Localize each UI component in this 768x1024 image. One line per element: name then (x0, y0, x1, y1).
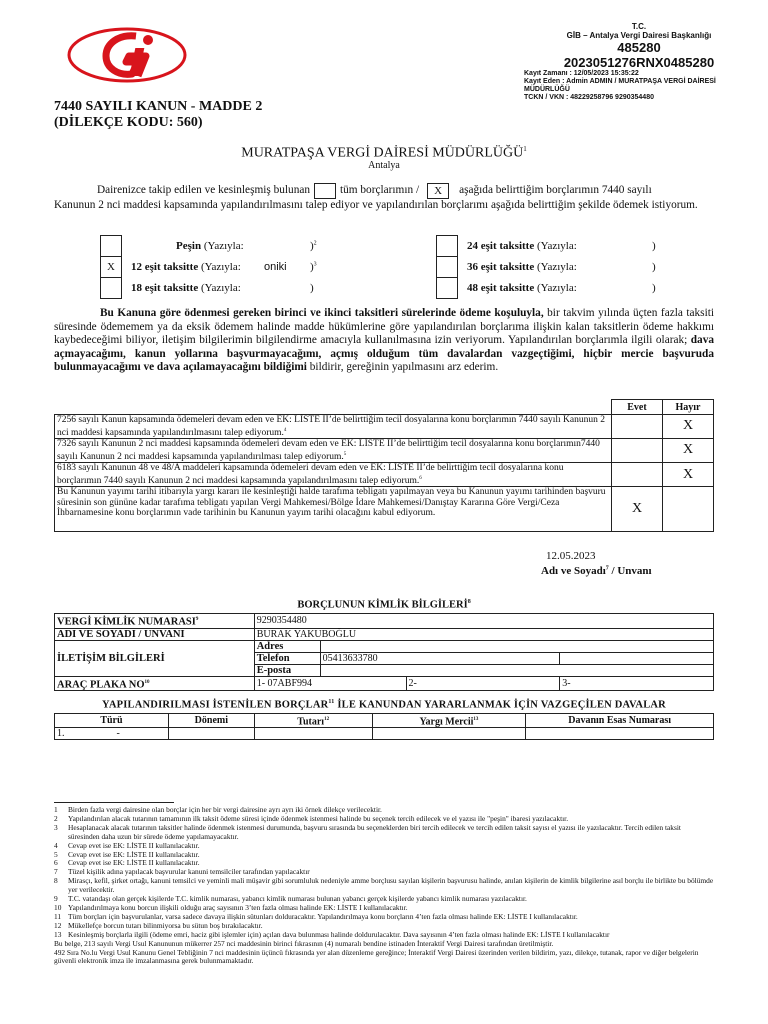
footnote-number: 4 (54, 840, 58, 850)
footnote-number: 6 (54, 858, 58, 868)
declaration-text (55, 439, 612, 463)
option-18-label: 18 eşit taksitte (131, 281, 199, 294)
stamp-tckn: TCKN / VKN : 48229258796 9290354480 (524, 94, 654, 101)
vkn-label (55, 614, 255, 629)
footnote-number: 9 (54, 894, 58, 904)
footnote-number: 8 (54, 876, 58, 886)
vkn-label-text: VERGİ KİMLİK NUMARASI (57, 616, 196, 628)
dispute-donemi[interactable] (168, 728, 254, 740)
table-row (55, 728, 714, 740)
option-48-label: 48 eşit taksitte (467, 281, 535, 294)
footnote-text: Kesinleşmiş borçlarla ilgili (ödeme emri, haciz gibi işlemler için) açılan dava bulunması halinde doldurulacaktır. Dava sayısının 4’ten fazla olması halinde EK: LİSTE I kullanılacaktır (68, 929, 610, 939)
telefon-label: Telefon (254, 652, 320, 664)
footnote-text: Cevap evet ise EK: LİSTE II kullanılacaktır. (68, 858, 200, 868)
option-36 (436, 256, 676, 277)
stamp-time: Kayıt Zamanı : 12/05/2023 15:35:22 (524, 70, 639, 77)
intro-text-1: Dairenizce takip edilen ve kesinleşmiş bulunan (97, 184, 311, 197)
footnote-text: Tüm borçları için başvurulanlar, varsa sadece davaya ilişkin sütunları dolduracaktır. Yapılandırılmaya konu borçların 4’ten fazla olması halinde EK: LİSTE I kullanılacaktır. (68, 911, 578, 921)
dispute-turu[interactable] (55, 728, 169, 740)
commit-bold-1: Bu Kanuna göre ödenmesi gereken birinci ve ikinci taksitleri sürelerinde ödeme koşuluyla, (100, 307, 544, 319)
office-name-text: MURATPAŞA VERGİ DAİRESİ MÜDÜRLÜĞÜ (241, 145, 524, 161)
all-debts-checkbox[interactable] (314, 183, 336, 199)
footnote-text: Cevap evet ise EK: LİSTE II kullanılacaktır. (68, 849, 200, 859)
dispute-row-no: 1. (57, 728, 65, 740)
table-row (55, 676, 714, 691)
footnote-number: 13 (54, 929, 62, 939)
name-label: ADI VE SOYADI / UNVANI (55, 628, 255, 640)
plaka-label (55, 676, 255, 691)
identity-heading-sup: 8 (467, 599, 471, 605)
vkn-label-sup: 9 (195, 617, 199, 622)
option-18-close: ) (310, 281, 314, 294)
stamp-by: Kayıt Eden : Admin ADMIN / MURATPAŞA VERGİ DAİRESİ MÜDÜRLÜĞÜ (524, 78, 716, 93)
option-12-yaz: (Yazıyla: (200, 260, 241, 273)
dispute-yargi[interactable] (372, 728, 526, 740)
office-city: Antalya (368, 160, 400, 171)
footnote-text: T.C. vatandaşı olan gerçek kişilerde T.C. kimlik numarası, yabancı kimlik numarası bulunan yabancı gerçek kişilerde yabancı kimlik numarası yazılacaktır. (68, 894, 527, 904)
dispute-tutari[interactable] (254, 728, 372, 740)
stamp-ref: 2023051276RNX0485280 (563, 55, 715, 70)
option-24-close: ) (652, 239, 656, 252)
option-24-yaz: (Yazıyla: (536, 239, 577, 252)
option-36-label-wrap (467, 261, 577, 273)
disputes-heading-b: İLE KANUNDAN YARARLANMAK İÇİN VAZGEÇİLEN DAVALAR (334, 699, 666, 711)
gib-logo (66, 26, 188, 84)
disputes-heading-sup: 11 (328, 699, 335, 705)
plaka-field-2[interactable]: 2- (406, 676, 560, 691)
col-tutari-text: Tutarı (297, 716, 325, 728)
col-evet: Evet (612, 400, 663, 415)
option-36-checkbox[interactable] (436, 256, 458, 278)
col-esas: Davanın Esas Numarası (526, 714, 714, 728)
declaration-evet-2[interactable] (612, 439, 663, 463)
plaka-label-sup: 10 (144, 679, 150, 685)
option-pesin-label-wrap (176, 240, 244, 252)
col-tutari-sup: 12 (324, 717, 330, 722)
footnote-text: Hesaplanacak alacak tutarının taksitler halinde ödenmek istenmesi durumunda, başvuru sırasında bu seçeneklerden biri tercih edilecek ve tercih edilen taksit sayısı el yazısı ile yazılacaktır. Tercih edilen taksit süresinden daha uzun bir sürede ödeme yapılamayacaktır. (68, 822, 681, 841)
option-12-sup: 3 (313, 260, 317, 267)
declaration-hayir-4[interactable] (663, 487, 714, 532)
disputes-header (55, 714, 714, 728)
disputes-table (54, 713, 714, 740)
declaration-evet-4[interactable]: X (612, 487, 663, 532)
footnote-number: 11 (54, 911, 62, 921)
option-pesin-label: Peşin (176, 239, 202, 252)
col-donemi: Dönemi (168, 714, 254, 728)
col-tutari (254, 714, 372, 728)
table-row (55, 439, 714, 463)
plaka-label-text: ARAÇ PLAKA NO (57, 679, 145, 690)
option-48-label-wrap (467, 282, 577, 294)
footnote-text: Yapılandırılmaya konu borcun ilişkili olduğu araç sayısının 3’ten fazla olması halinde EK: LİSTE I kullanılacaktır. (68, 902, 408, 912)
form-title-code: (DİLEKÇE KODU: 560) (54, 115, 203, 130)
option-12-value[interactable]: oniki (264, 260, 287, 273)
option-pesin-sup: 2 (313, 239, 317, 246)
option-48-close: ) (652, 281, 656, 294)
declaration-evet-1[interactable] (612, 415, 663, 439)
dispute-turu-value: - (116, 728, 120, 740)
footnote-number: 5 (54, 849, 58, 859)
option-36-yaz: (Yazıyla: (536, 260, 577, 273)
footnote-number: 2 (54, 813, 58, 823)
declaration-evet-3[interactable] (612, 463, 663, 487)
stamp-tc: T.C. (631, 22, 647, 31)
footnote-item (54, 877, 714, 895)
option-pesin-yaz: (Yazıyla: (203, 239, 244, 252)
declaration-sup-3: 6 (419, 475, 422, 481)
option-18-label-wrap (131, 282, 241, 294)
col-turu: Türü (55, 714, 169, 728)
identity-heading-text: BORÇLUNUN KİMLİK BİLGİLERİ (297, 599, 468, 611)
option-12-close (310, 261, 317, 273)
footnote-item (54, 824, 714, 842)
option-24-checkbox[interactable] (436, 235, 458, 257)
footnote-number: 3 (54, 822, 58, 832)
adres-label: Adres (254, 640, 320, 652)
option-48-yaz: (Yazıyla: (536, 281, 577, 294)
legal-footer-line: Bu belge, 213 sayılı Vergi Usul Kanununun mükerrer 257 nci maddesinin birinci fıkrasının (4) numaralı bendine istinaden İnteraktif Vergi Dairesi tarafından üretilmiştir. (54, 938, 554, 948)
telefon-extra-field[interactable] (560, 652, 714, 664)
declaration-text-1: 7256 sayılı Kanun kapsamında ödemeleri devam eden ve EK: LİSTE II’de belirttiğim tecil dosyalarına konu borçlarımın 7440 sayılı Kanunun 2 nci maddesi kapsamında yapılandırılmasını talep ediyorum. (57, 415, 605, 438)
eposta-field[interactable] (320, 664, 713, 676)
signature-text: Adı ve Soyadı (541, 565, 606, 577)
eposta-label: E-posta (254, 664, 320, 676)
declarations-table (54, 399, 714, 532)
form-title-law: 7440 SAYILI KANUN - MADDE 2 (54, 99, 263, 114)
payment-options-right (436, 235, 676, 298)
table-row (55, 463, 714, 487)
declaration-text (55, 463, 612, 487)
declaration-hayir-1[interactable]: X (663, 415, 714, 439)
col-yargi-text: Yargı Mercii (419, 716, 474, 728)
option-12-close-text: ) (310, 260, 314, 273)
option-18-yaz: (Yazıyla: (200, 281, 241, 294)
table-row (55, 640, 714, 652)
option-pesin-close-text: ) (310, 239, 314, 252)
footnote-text: Tüzel kişilik adına yapılacak başvurular kanuni temsilciler tarafından yapılacaktır (68, 867, 310, 877)
intro-rest: Kanunun 2 nci maddesi kapsamında yapılandırılmasını talep ediyor ve yapılandırılan borçlarımı aşağıda belirttiğim şekilde ödemek istiyorum. (54, 199, 698, 211)
commit-text-2: bildirir, gereğinin yapılmasını arz ederim. (306, 361, 499, 373)
intro-text-2: tüm borçlarımın / (340, 184, 420, 197)
signature-sup: 7 (605, 565, 609, 572)
footnote-text: Yapılandırılan alacak tutarının tamamının ilk taksit ödeme süresi içinde ödenmek istenmesi halinde bu seçenek tercih edilecek ve el yazısı ile "peşin" ibaresi yazılacaktır. (68, 813, 569, 823)
footnote-text: Cevap evet ise EK: LİSTE II kullanılacaktır. (68, 840, 200, 850)
plaka-field-1[interactable]: 1- 07ABF994 (254, 676, 406, 691)
adres-field[interactable] (320, 640, 713, 652)
option-24-label: 24 eşit taksitte (467, 239, 535, 252)
form-title (54, 99, 262, 131)
declaration-text-3: 6183 sayılı Kanunun 48 ve 48/A maddeleri kapsamında ödemeleri devam eden ve EK: LİSTE II’de belirttiğim tecil dosyalarına konu borçlarımın 7440 sayılı Kanunun 2 nci maddesi kapsamında yapılandırılmasını talep ediyorum. (57, 463, 564, 486)
footnote-text: Birden fazla vergi dairesine olan borçlar için her bir vergi dairesine ayrı ayrı iki örnek dilekçe verilecektir. (68, 805, 382, 814)
declaration-text-4: Bu Kanunun yayımı tarihi itibarıyla yargı kararı ile kesinleştiği halde tarafıma tebligatı yapılmayan veya bu Kanunun yayımı tarihinden başvuru süresinin son gününe kadar tarafıma tebligatı yapılan Vergi Mahkemesi/Bölge İdare Mahkemesi/Danıştay Kararına Göre Vergi/Ceza İhbarnamesine konu borçlarımın vade tarihinin bu Kanunun yayım tarihi olacağını kabul ediyorum. (55, 487, 612, 532)
telefon-field[interactable]: 05413633780 (320, 652, 560, 664)
office-sup: 1 (523, 145, 527, 153)
contact-label: İLETİŞİM BİLGİLERİ (55, 640, 255, 676)
name-field[interactable]: BURAK YAKUBOĞLU (254, 628, 713, 640)
registration-stamp (524, 22, 754, 102)
footnote-divider (54, 802, 174, 803)
identity-table (54, 613, 714, 691)
intro-text-3: aşağıda belirttiğim borçlarımın 7440 sayılı (459, 184, 652, 197)
declaration-hayir-2[interactable]: X (663, 439, 714, 463)
option-pesin-checkbox[interactable] (100, 235, 122, 257)
commit-text-1: bir takvim yılında üçten fazla taksiti süresinde ödememem ya da eksik ödemem halinde madde hükümlerine göre yapılandırılan borçlarıma ilişkin kalan taksitlerin ödeme hakkımı kaybedeceğimi biliyor, iletişim bilgilerimin bilgilendirme amacıyla kullanılmasına izin veriyorum. Yapılandırılan borçlarımla ilgili olarak; (54, 307, 714, 346)
option-12-checkbox[interactable]: X (100, 256, 122, 278)
footnote-number: 10 (54, 902, 62, 912)
option-18-checkbox[interactable] (100, 277, 122, 299)
commitment-paragraph (54, 307, 714, 375)
table-row (55, 614, 714, 629)
vkn-field[interactable]: 9290354480 (254, 614, 713, 629)
col-hayir: Hayır (663, 400, 714, 415)
option-pesin (100, 235, 317, 256)
footnote-number: 7 (54, 867, 58, 877)
option-36-label: 36 eşit taksitte (467, 260, 535, 273)
option-12 (100, 256, 317, 277)
option-12-label-wrap (131, 261, 241, 273)
declarations-header (55, 400, 714, 415)
option-48 (436, 277, 676, 298)
declaration-sup-1: 4 (283, 427, 287, 433)
declaration-sup-2: 5 (343, 451, 347, 457)
table-row (55, 415, 714, 439)
declaration-text (55, 415, 612, 439)
identity-heading (0, 599, 768, 611)
col-yargi-sup: 13 (473, 717, 479, 722)
disputes-heading (54, 699, 714, 711)
stamp-number: 485280 (617, 40, 661, 55)
option-48-checkbox[interactable] (436, 277, 458, 299)
intro-line (97, 183, 717, 199)
col-yargi (372, 714, 526, 728)
option-36-close: ) (652, 260, 656, 273)
selected-debts-checkbox[interactable]: X (427, 183, 449, 199)
option-12-label: 12 eşit taksitte (131, 260, 199, 273)
disputes-heading-a: YAPILANDIRILMASI İSTENİLEN BORÇLAR (102, 699, 329, 711)
footnote-text: Mirasçı, kefil, şirket ortağı, kanuni temsilci ve yeminli mali müşavir gibi sorumluluk nedeniyle amme borçlusu sayılan kişilerin başvurusu halinde, anılan kişilerin de kimlik bilgilerine asıl borçlu ile birlikte bu bölümde yer verilecektir. (68, 876, 714, 895)
signature-tail: / Unvanı (608, 565, 652, 577)
option-24 (436, 235, 676, 256)
footnote-text: Mükellefçe borcun tutarı bilinmiyorsa bu sütun boş bırakılacaktır. (68, 920, 263, 930)
commit-bold-2: dava açmayacağımı, kanun yollarına başvurmayacağımı, açmış olduğum tüm davalardan vazgeçtiğimi, hiçbir mercie başvuruda bulunmayacağımı ve dava açılamayacağını bildiğimi (54, 334, 714, 373)
table-row (55, 628, 714, 640)
option-24-label-wrap (467, 240, 577, 252)
option-18 (100, 277, 314, 298)
dispute-esas[interactable] (526, 728, 714, 740)
declaration-hayir-3[interactable]: X (663, 463, 714, 487)
signature-label (541, 565, 652, 577)
payment-options-left (100, 235, 317, 298)
table-row (55, 487, 714, 532)
footnote-number: 1 (54, 805, 58, 814)
plaka-field-3[interactable]: 3- (560, 676, 714, 691)
legal-footer-line: 492 Sıra No.lu Vergi Usul Kanunu Genel Tebliğinin 7 nci maddesinin üçüncü fıkrasında yer alan düzenleme gereğince; İnteraktif Vergi Dairesi üzerinden verilen bildirim, yazı, dilekçe, tutanak, rapor ve diğer belgelerin güvenli elektronik imza ile imzalanmasına gerek bulunmamaktadır. (54, 947, 699, 966)
declaration-text-2: 7326 sayılı Kanunun 2 nci maddesi kapsamında ödemeleri devam eden ve EK: LİSTE II’de belirttiğim tecil dosyalarına konu borçlarımın7440 sayılı Kanunun 2 nci maddesi kapsamında yapılandırılması talep ediyorum. (57, 439, 600, 462)
option-pesin-close (310, 240, 317, 252)
footnote-number: 12 (54, 920, 62, 930)
footnotes (54, 806, 714, 966)
stamp-org: GİB – Antalya Vergi Dairesi Başkanlığı (566, 31, 712, 40)
submission-date: 12.05.2023 (546, 550, 596, 562)
declarations-header-blank (55, 400, 612, 415)
